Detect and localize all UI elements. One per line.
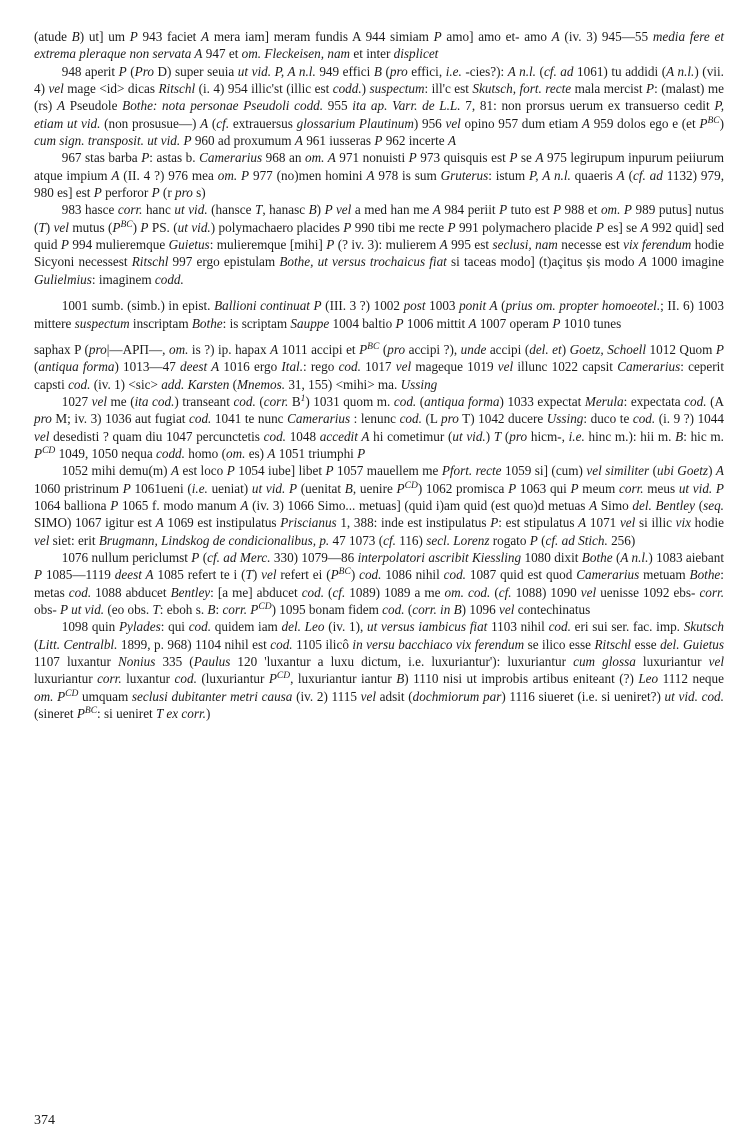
page-number: 374: [34, 1113, 55, 1128]
note-paragraph: 1052 mihi demu(m) A est loco P 1054 iube] libet P 1057 mauellem me Pfort. recte 1059 si] (cum) vel similiter (ubi Goetz) A 1060 pristrinum P 1061ueni (i.e. ueniat) ut vid. P (uenitat B, uenire $P^{CD}$) 1062 promisca P 1063 qui P meum corr. meus ut vid. P 1064 balliona P 1065 f. modo manum A (iv. 3) 1066 Simo... metuas] (quid i)am quid (est quo)d metuas A Simo del. Bentley (seq. SIMO) 1067 igitur est A 1069 est instipulatus Priscianus 1, 388: inde est instipulatus P: est stipulatus A 1071 vel si illic vix hodie vel siet: erit Brugmann, Lindskog de condicionalibus, p. 47 1073 (cf. 116) secl. Lorenz rogato P (cf. ad Stich. 256): [34, 463, 724, 548]
note-paragraph: 983 hasce corr. hanc ut vid. (hansce T, hanasc B) P vel a med han me A 984 periit P tuto est P 988 et om. P 989 putus] nutus (T) vel mutus $(P^{BC})$ P PS. (ut vid.) polymachaero placides P 990 tibi me recte P 991 polymachero placide P es] se A 992 quid] sed quid P 994 mulieremque Guietus: mulieremque [mihi] P (? iv. 3): mulierem A 995 est seclusi, nam necesse est vix ferendum hodie Sicyoni necessest Ritschl 997 ergo epistulam Bothe, ut versus trochaicus fiat si taceas modo] (t)açitus șis modo A 1000 imagine Gulielmius: imaginem codd.: [34, 202, 725, 287]
note-paragraph: 1076 nullum periclumst P (cf. ad Merc. 330) 1079—86 interpolatori ascribit Kiessling 1080 dixit Bothe (A n.l.) 1083 aiebant P 1085—1119 deest A 1085 refert te i (T) vel refert ei $(P^{BC})$ cod. 1086 nihil cod. 1087 quid est quod Camerarius metuam Bothe: metas cod. 1088 abducet Bentley: [a me] abducet cod. (cf. 1089) 1089 a me om. cod. (cf. 1088) 1090 vel uenisse 1092 ebs- corr. obs- P ut vid. (eo obs. T: eboh s. B: corr. $P^{CD}$) 1095 bonam fidem cod. (corr. in B) 1096 vel contechinatus: [34, 549, 724, 617]
note-paragraph: 948 aperit P (Pro D) super seuia ut vid. P, A n.l. 949 effici B (pro effici, i.e. -cies?): A n.l. (cf. ad 1061) tu addidi (A n.l.) (vii. 4) vel mage <id> dicas Ritschl (i. 4) 954 illic'st (illic est codd.) suspectum: ill'c est Skutsch, fort. recte mala mercist P: (malast) me (rs) A Pseudole Bothe: nota personae Pseudoli codd. 955 ita ap. Varr. de L.L. 7, 81: non prorsus uerum ex transuerso cedit P, etiam ut vid. (non prosusue—) A (cf. extrauersus glossarium Plautinum) 956 vel opino 957 dum etiam A 959 dolos ego e (et $P^{BC}$) cum sign. transposit. ut vid. P 960 ad proxumum A 961 iusseras P 962 incerte A: [34, 63, 724, 149]
note-paragraph: 1027 vel me (ita cod.) transeant cod. (corr. $B^1$) 1031 quom m. cod. (antiqua forma) 1033 expectat Merula: expectata cod. (A pro M; iv. 3) 1036 aut fugiat cod. 1041 te nunc Camerarius : lenunc cod. (L pro T) 1042 ducere Ussing: duco te cod. (i. 9 ?) 1044 vel desedisti ? quam diu 1047 percunctetis cod. 1048 accedit A hi cometimur (ut vid.) T (pro hicm-, i.e. hinc m.): hii m. B: hic m. $P^{CD}$ 1049, 1050 nequa codd. homo (om. es) A 1051 triumphi P: [34, 393, 724, 461]
note-paragraph: saphax P (pro|—АΡΠ—, om. is ?) ip. hapax A 1011 accipi et $P^{BC}$ (pro accipi ?), unde accipi (del. et) Goetz, Schoell 1012 Quom P (antiqua forma) 1013—47 deest A 1016 ergo Ital.: rego cod. 1017 vel mageque 1019 vel illunc 1022 capsit Camerarius: ceperit capsti cod. (iv. 1) <sic> add. Karsten (Mnemos. 31, 155) <mihi> ma. Ussing: [34, 341, 724, 392]
note-paragraph: (atude B) ut] um P 943 faciet A mera iam] meram fundis A 944 simiam P amo] amo et- amo A (iv. 3) 945—55 media fere et extrema pleraque non servata A 947 et om. Fleckeisen, nam et inter displicet: [34, 29, 724, 62]
note-paragraph: 1098 quin Pylades: qui cod. quidem iam del. Leo (iv. 1), ut versus iambicus fiat 1103 nihil cod. eri sui ser. fac. imp. Skutsch (Litt. Centralbl. 1899, p. 968) 1104 nihil est cod. 1105 ilicô in versu bacchiaco vix ferendum se ilico esse Ritschl esse del. Guietus 1107 luxantur Nonius 335 (Paulus 120 'luxantur a luxu dictum, i.e. luxuriantur'): luxuriantur cum glossa luxuriantur vel luxuriantur corr. luxantur cod. (luxuriantur $P^{CD}$, luxuriantur iantur B) 1110 nisi ut improbis artibus eniteant (?) Leo 1112 neque om. $P^{CD}$ umquam seclusi dubitanter metri causa (iv. 2) 1115 vel adsit (dochmiorum par) 1116 siueret (i.e. si ueniret?) ut vid. cod. (sineret $P^{BC}$: si ueniret T ex corr.): [34, 619, 725, 722]
apparatus-criticus-text: [34, 28, 724, 1068]
note-paragraph: 967 stas barba P: astas b. Camerarius 968 an om. A 971 nonuisti P 973 quisquis est P se A 975 legirupum inpurum peiiurum atque impium A (II. 4 ?) 976 mea om. P 977 (no)men homini A 978 is sum Gruterus: istum P, A n.l. quaeris A (cf. ad 1132) 979, 980 es] est P perforor P (r pro s): [34, 150, 724, 201]
note-paragraph: 1001 sumb. (simb.) in epist. Ballioni continuat P (III. 3 ?) 1002 post 1003 ponit A (prius om. propter homoeotel.; II. 6) 1003 mittere suspectum inscriptam Bothe: is scriptam Sauppe 1004 baltio P 1006 mittit A 1007 operam P 1010 tunes: [34, 298, 724, 331]
